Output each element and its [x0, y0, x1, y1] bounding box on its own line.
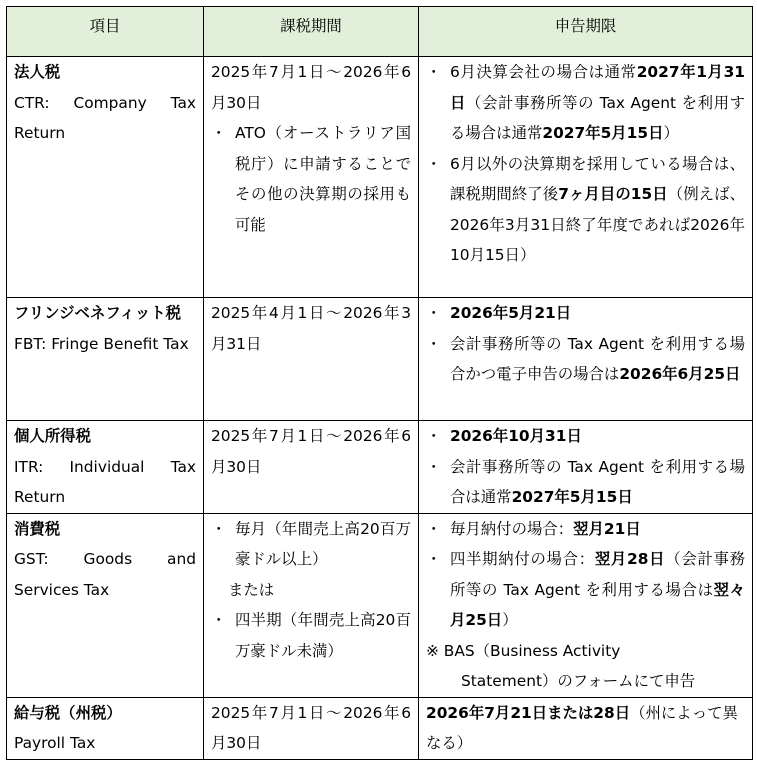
period-list	[211, 118, 411, 240]
tax-name-jp: 法人税	[14, 63, 61, 81]
deadline-text: （会計事務所等の Tax Agent を利用する場合は通常	[450, 93, 745, 142]
deadline-cell	[419, 298, 753, 421]
tax-name-cell	[7, 57, 204, 298]
header-deadline: 申告期限	[419, 7, 753, 57]
deadline-cell	[419, 513, 753, 697]
period-cell	[204, 697, 419, 759]
period-cell	[204, 57, 419, 298]
deadline-cell	[419, 57, 753, 298]
tax-name-cell	[7, 421, 204, 514]
tax-table	[6, 6, 753, 760]
deadline-item	[426, 514, 745, 545]
period-main: 2025年7月1日～2026年6月30日	[211, 63, 411, 112]
deadline-list	[426, 57, 745, 271]
header-period: 課税期間	[204, 7, 419, 57]
bas-note: ※ BAS（Business Activity	[426, 641, 621, 660]
deadline-list	[426, 298, 745, 390]
period-item: ・ ATO（オーストラリア国税庁）に申請することでその他の決算期の採用も可能	[211, 118, 411, 240]
deadline-item	[426, 544, 745, 636]
tax-name-jp: 消費税	[14, 519, 61, 538]
table-row	[7, 513, 753, 697]
deadline-item	[426, 57, 745, 149]
tax-name-jp: 個人所得税	[14, 427, 91, 445]
deadline-date: 2026年5月21日	[450, 304, 572, 322]
deadline-text: 毎月納付の場合：	[450, 519, 574, 538]
deadline-date: 2027年5月15日	[511, 488, 633, 506]
tax-name-en: Payroll Tax	[14, 734, 96, 752]
table-row	[7, 298, 753, 421]
deadline-text: 6月以外の決算期を採用している場合は、課税期間終了後	[450, 154, 745, 203]
period-cell	[204, 298, 419, 421]
bas-note-cont: Statement）のフォームにて申告	[461, 672, 696, 690]
header-item: 項目	[7, 7, 204, 57]
deadline-date: 2026年6月25日	[619, 365, 741, 383]
tax-name-cell	[7, 697, 204, 759]
deadline-item	[426, 421, 745, 452]
deadline-item	[426, 149, 745, 271]
deadline-text: ）	[663, 124, 679, 142]
header-row	[7, 7, 753, 57]
deadline-date: 2027年1月31日	[450, 63, 746, 112]
table-row	[7, 57, 753, 298]
deadline-text: （州によって異なる）	[426, 703, 738, 752]
period-item: ・ 毎月（年間売上高20百万豪ドル以上）	[211, 514, 411, 575]
tax-name-en: ITR: Individual Tax Return	[14, 457, 196, 506]
deadline-cell	[419, 421, 753, 514]
deadline-text: 6月決算会社の場合は通常	[450, 63, 637, 81]
deadline-text: 会計事務所等の Tax Agent を利用する場合は通常	[450, 457, 745, 506]
tax-name-en: FBT: Fringe Benefit Tax	[14, 334, 189, 353]
period-item: ・ 四半期（年間売上高20百万豪ドル未満）	[211, 605, 411, 666]
period-main: 2025年7月1日～2026年6月30日	[211, 703, 411, 752]
tax-name-en: GST: Goods and Services Tax	[14, 550, 196, 599]
table-row	[7, 421, 753, 514]
deadline-date: 2026年7月21日または28日	[426, 703, 631, 722]
table-row	[7, 697, 753, 759]
deadline-item	[426, 329, 745, 390]
deadline-item	[426, 298, 745, 329]
period-list	[211, 514, 411, 575]
deadline-text: 会計事務所等の Tax Agent を利用する場合かつ電子申告の場合は	[450, 334, 745, 383]
deadline-item	[426, 452, 745, 513]
deadline-date: 2027年5月15日	[542, 124, 664, 142]
tax-name-cell	[7, 298, 204, 421]
deadline-text: 四半期納付の場合：	[450, 550, 595, 568]
deadline-text: （例えば、2026年3月31日終了年度であれば2026年10月15日）	[450, 185, 745, 264]
deadline-date: 翌月28日	[594, 550, 666, 568]
period-main: 2025年7月1日～2026年6月30日	[211, 427, 411, 476]
tax-name-cell	[7, 513, 204, 697]
tax-name-jp: フリンジベネフィット税	[14, 304, 182, 322]
deadline-date: 2026年10月31日	[450, 427, 582, 445]
tax-name-jp: 給与税（州税）	[14, 703, 122, 722]
deadline-text: （会計事務所等の Tax Agent を利用する場合は	[450, 550, 745, 599]
deadline-text: ）	[502, 611, 518, 629]
period-cell	[204, 513, 419, 697]
deadline-cell	[419, 697, 753, 759]
deadline-list	[426, 514, 745, 636]
period-main: 2025年4月1日～2026年3月31日	[211, 304, 411, 353]
deadline-date: 翌月21日	[573, 519, 641, 538]
period-or: または	[228, 580, 275, 599]
period-cell	[204, 421, 419, 514]
period-list	[211, 605, 411, 666]
deadline-date: 7ヶ月目の15日	[558, 185, 668, 203]
tax-name-en: CTR: Company Tax Return	[14, 93, 196, 142]
deadline-date: 翌々月25日	[450, 580, 745, 629]
deadline-list	[426, 421, 745, 513]
